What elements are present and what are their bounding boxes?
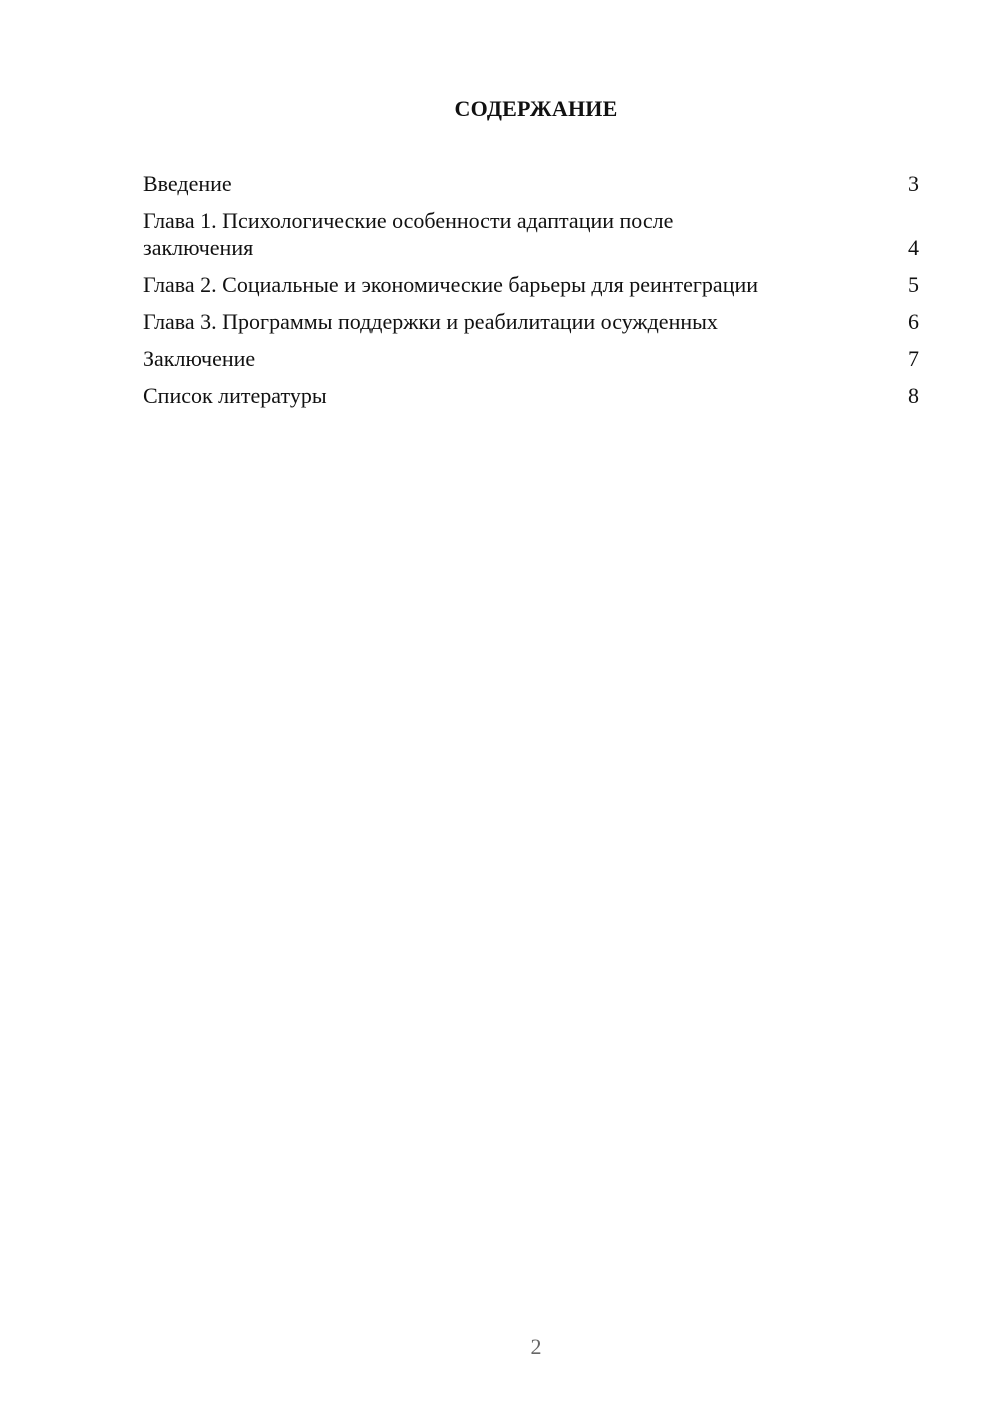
toc-entry-text: Глава 2. Социальные и экономические барьеры для реинтеграции [143,272,759,297]
toc-entry-page-number: 3 [908,171,919,196]
toc-entry-text: Заключение [143,346,256,371]
toc-entry-references [143,382,919,409]
toc-entry-text: Глава 1. Психологические особенности адаптации после заключения [143,208,674,260]
page-title: СОДЕРЖАНИЕ [454,96,618,121]
page-number: 2 [530,1334,542,1359]
toc-entry-text: Введение [143,171,232,196]
toc-entry-text: Список литературы [143,383,327,408]
toc-entry-text: Глава 3. Программы поддержки и реабилитации осужденных [143,309,718,334]
toc-entry-page-number: 7 [908,346,919,371]
toc-entry-conclusion [143,345,919,372]
toc-entry-page-number: 4 [908,235,919,260]
toc-entry-chapter-1 [143,207,919,261]
toc-entry-page-number: 6 [908,309,919,334]
toc-entry-page-number: 5 [908,272,919,297]
toc-entry-introduction [143,170,919,197]
toc-entry-chapter-3 [143,308,919,335]
toc-entry-page-number: 8 [908,383,919,408]
toc-entry-chapter-2 [143,271,919,298]
table-of-contents [143,170,919,419]
